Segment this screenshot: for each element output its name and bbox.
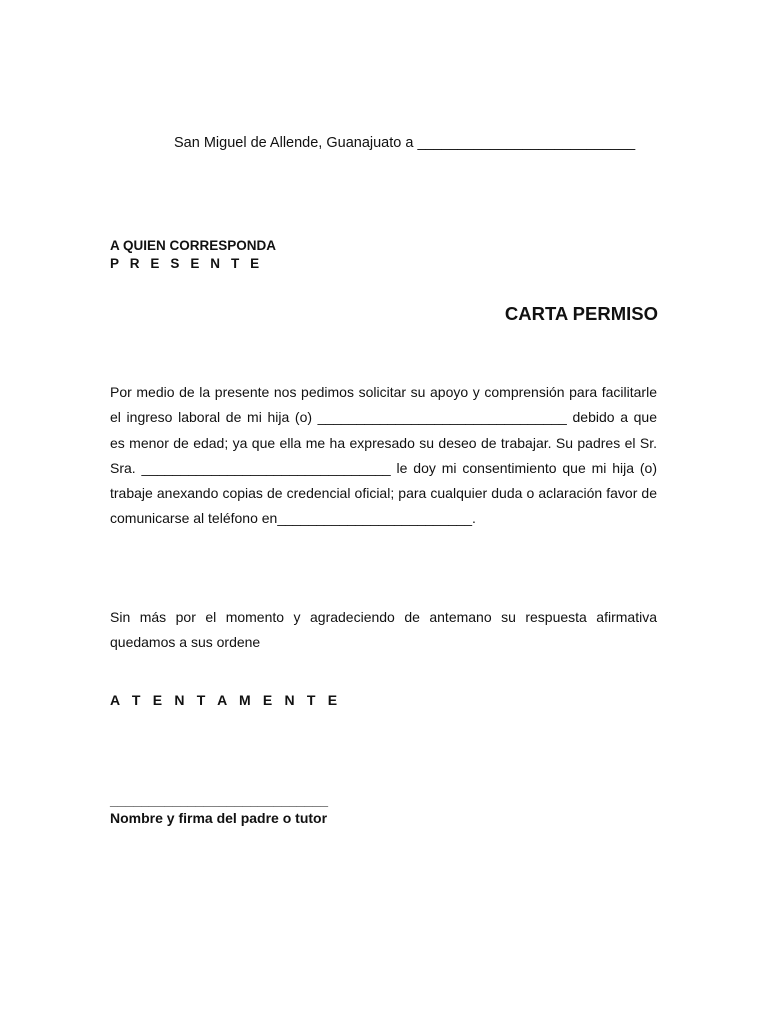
- recipient-line: A QUIEN CORRESPONDA: [110, 238, 277, 253]
- document-title: CARTA PERMISO: [504, 303, 658, 324]
- signature-caption: Nombre y firma del padre o tutor: [110, 810, 328, 826]
- recipient-block: [110, 237, 276, 273]
- salutation: A T E N T A M E N T E: [110, 692, 342, 708]
- body-paragraph: Por medio de la presente nos pedimos solicitar su apoyo y comprensión para facilitarle el ingreso laboral de mi hija (o) ________________________________ debido a que es menor de edad; ya que ella me ha expresado su deseo de trabajar. Su padres el Sr. Sra. ________________________________ le doy mi consentimiento que mi hija (o) trabaje anexando copias de credencial oficial; para cualquier duda o aclaración favor de comunicarse al teléfono en_________________________.: [110, 384, 657, 527]
- signature-line: ____________________________: [110, 792, 329, 808]
- closing-paragraph: Sin más por el momento y agradeciendo de antemano su respuesta afirmativa quedamos a sus ordene: [110, 609, 657, 651]
- place-date-line: San Miguel de Allende, Guanajuato a ___________________________: [174, 135, 636, 151]
- presente-line: P R E S E N T E: [110, 256, 263, 271]
